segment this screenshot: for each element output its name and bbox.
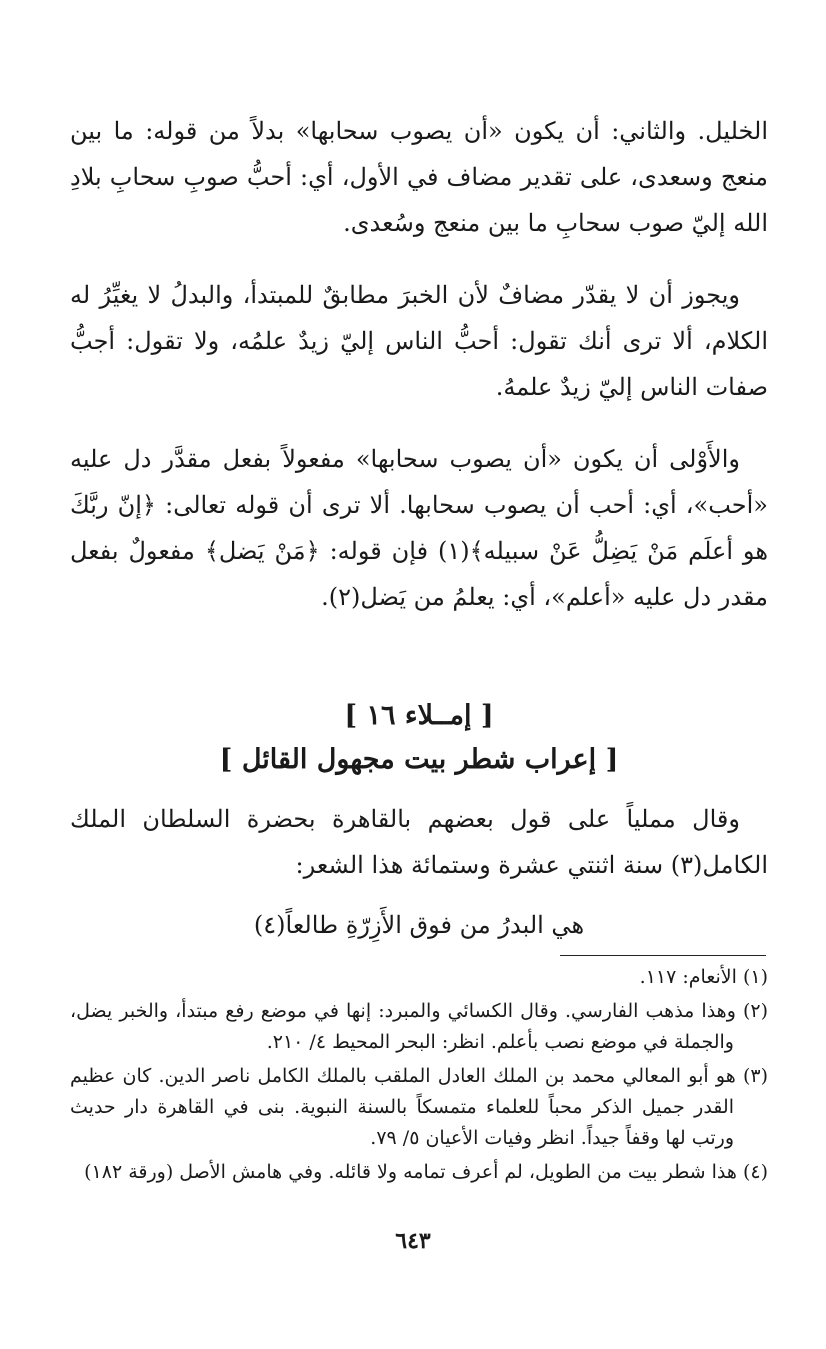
footnote-3: (٣) هو أبو المعالي محمد بن الملك العادل الملقب بالملك الكامل ناصر الدين. كان عظيم القدر جميل الذكر محباً للعلماء متمسكاً بالسنة النبوية. بنى في القاهرة دار حديث ورتب لها وقفاً جيداً. انظر وفيات الأعيان ٥/ ٧٩.	[70, 1065, 768, 1149]
main-text	[70, 108, 768, 948]
footnote-1: (١) الأنعام: ١١٧.	[639, 966, 768, 988]
poem-verse: هي البدرُ من فوق الأَزِرّةِ طالعاً(٤)	[253, 911, 585, 939]
imla-number-heading: [ إمــلاء ١٦ ]	[344, 700, 494, 731]
section-title: [ إعراب شطر بيت مجهول القائل ]	[219, 744, 619, 775]
section-heading	[70, 694, 768, 782]
paragraph-awla: والأَوْلى أن يكون «أن يصوب سحابها» مفعولاً بفعل مقدَّر دل عليه «أحب»، أي: أحب أن يصوب سحابها. ألا ترى أن قوله تعالى: ﴿إنّ ربَّكَ هو أعلَم مَنْ يَضِلُّ عَنْ سبيله﴾(١) فإن قوله: ﴿مَنْ يَضل﴾ مفعولٌ بفعل مقدر دل عليه «أعلم»، أي: يعلمُ من يَضل(٢).	[70, 445, 768, 611]
intro-paragraph: وقال مملياً على قول بعضهم بالقاهرة بحضرة السلطان الملك الكامل(٣) سنة اثنتي عشرة وستمائة هذا الشعر:	[70, 805, 768, 879]
footnotes	[70, 962, 768, 1191]
footnote-2: (٢) وهذا مذهب الفارسي. وقال الكسائي والمبرد: إنها في موضع رفع مبتدأ، والخبر يضل، والجملة في موضع نصب بأعلم. انظر: البحر المحيط ٤/ ٢١٠.	[70, 1000, 768, 1053]
paragraph-khalil: الخليل. والثاني: أن يكون «أن يصوب سحابها» بدلاً من قوله: ما بين منعج وسعدى، على تقدير مضاف في الأول، أي: أحبُّ صوبِ سحابِ بلادِ الله إليّ صوب سحابِ ما بين منعج وسُعدى.	[70, 117, 768, 237]
page-number: ٦٤٣	[395, 1228, 431, 1254]
paragraph-tajwiz: ويجوز أن لا يقدّر مضافٌ لأن الخبرَ مطابقٌ للمبتدأ، والبدلُ لا يغيِّرُ له الكلام، ألا ترى أنك تقول: أحبُّ الناس إليّ زيدٌ علمُه، ولا تقول: أجبُّ صفات الناس إليّ زيدٌ علمهُ.	[70, 281, 768, 401]
footnote-separator	[560, 955, 766, 956]
footnote-4: (٤) هذا شطر بيت من الطويل، لم أعرف تمامه ولا قائله. وفي هامش الأصل (ورقة ١٨٢)	[84, 1161, 768, 1183]
